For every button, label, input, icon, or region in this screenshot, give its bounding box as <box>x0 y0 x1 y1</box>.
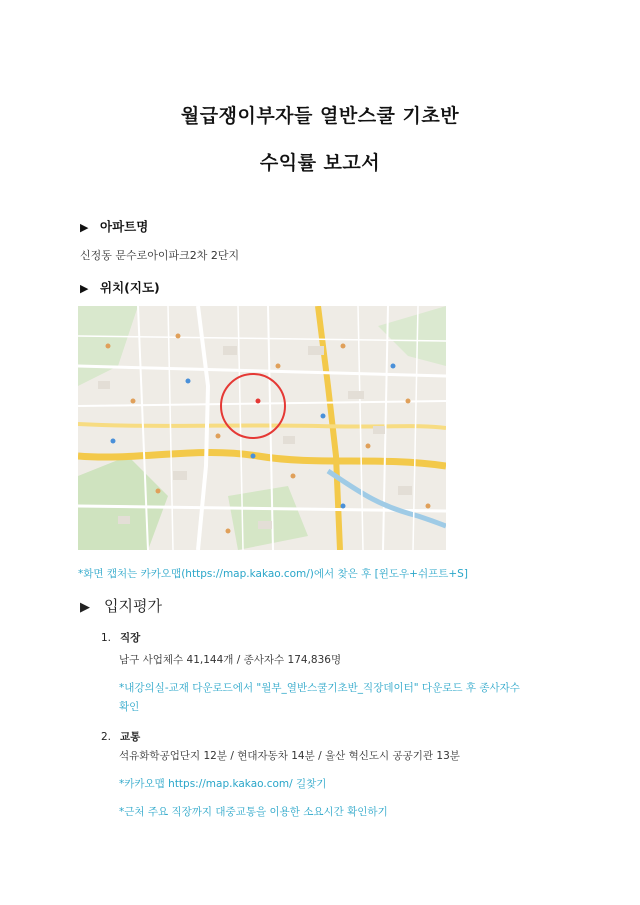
item-heading: 직장 <box>120 632 141 644</box>
apartment-section-heading <box>80 217 148 235</box>
item-heading: 교통 <box>120 731 141 743</box>
evaluation-item-heading <box>101 729 140 744</box>
transit-note: *카카오맵 https://map.kakao.com/ 길찾기 <box>119 778 327 790</box>
workplace-stats: 남구 사업체수 41,144개 / 종사자수 174,836명 <box>119 654 342 666</box>
workplace-note: *내강의실-교재 다운로드에서 "월부_열반스쿨기초반_직장데이터" 다운로드 후 종사자수 <box>119 682 520 694</box>
triangle-right-icon: ▶ <box>80 221 89 234</box>
report-title: 월급쟁이부자들 열반스쿨 기초반 <box>180 105 460 127</box>
location-map-image <box>78 306 446 550</box>
location-heading-label: 위치(지도) <box>100 280 160 295</box>
apartment-name: 신정동 문수로아이파크2차 2단지 <box>80 249 240 262</box>
transit-note: *근처 주요 직장까지 대중교통을 이용한 소요시간 확인하기 <box>119 806 388 818</box>
triangle-right-icon: ▶ <box>80 600 90 615</box>
item-number: 1. <box>101 632 112 644</box>
workplace-note: 확인 <box>119 701 140 713</box>
map-capture-caption: *화면 캡처는 카카오맵(https://map.kakao.com/)에서 찾은 후 [윈도우+쉬프트+S] <box>78 568 468 580</box>
evaluation-heading-label: 입지평가 <box>104 597 162 615</box>
transit-times: 석유화학공업단지 12분 / 현대자동차 14분 / 울산 혁신도시 공공기관 13분 <box>119 750 460 762</box>
evaluation-section-heading <box>80 595 162 616</box>
report-subtitle: 수익률 보고서 <box>259 152 381 174</box>
triangle-right-icon: ▶ <box>80 282 89 295</box>
item-number: 2. <box>101 731 112 743</box>
evaluation-item-heading <box>101 630 140 645</box>
location-section-heading <box>80 278 160 296</box>
apartment-heading-label: 아파트명 <box>100 219 149 234</box>
